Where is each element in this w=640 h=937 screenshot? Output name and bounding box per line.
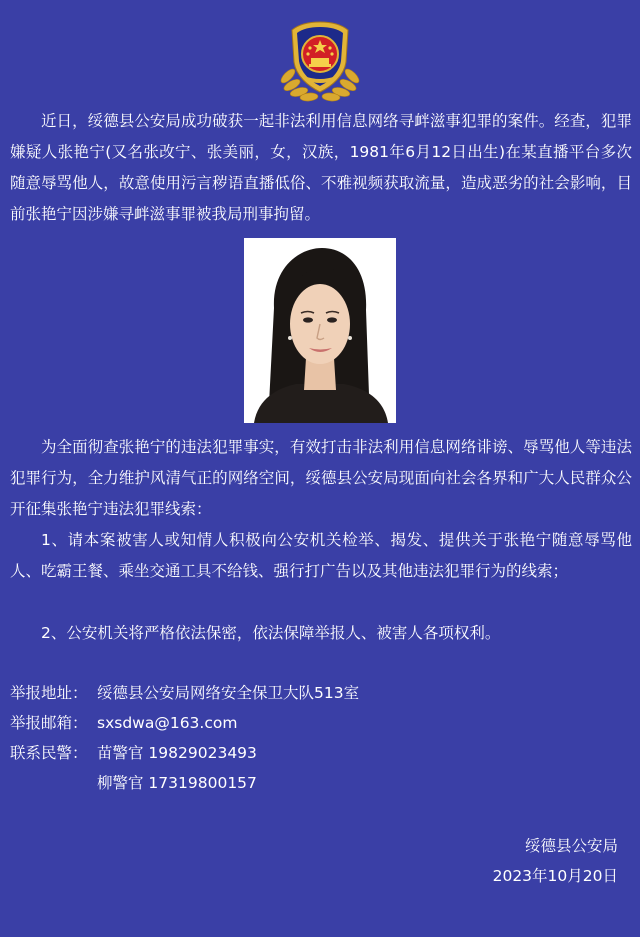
clue-item-1: 1、请本案被害人或知情人积极向公安机关检举、揭发、提供关于张艳宁随意辱骂他人、吃霸王餐、乘坐交通工具不给钱、强行打广告以及其他违法犯罪行为的线索； bbox=[10, 531, 632, 580]
clue-item-2: 2、公安机关将严格依法保密，依法保障举报人、被害人各项权利。 bbox=[41, 624, 501, 642]
report-address-value: 绥德县公安局网络安全保卫大队513室 bbox=[97, 684, 360, 702]
suspect-photo bbox=[244, 238, 396, 423]
contact-police bbox=[10, 743, 257, 763]
report-address-label: 举报地址： bbox=[10, 684, 88, 702]
intro-paragraph: 近日，绥德县公安局成功破获一起非法利用信息网络寻衅滋事犯罪的案件。经查，犯罪嫌疑人张艳宁(又名张改宁、张美丽，女，汉族，1981年6月12日出生)在某直播平台多次随意辱骂他人，故意使用污言秽语直播低俗、不雅视频获取流量，造成恶劣的社会影响，目前张艳宁因涉嫌寻衅滋事罪被我局刑事拘留。 bbox=[10, 112, 632, 223]
report-address bbox=[10, 683, 359, 703]
police-emblem-icon bbox=[278, 18, 362, 104]
officer-1: 苗警官 19829023493 bbox=[97, 744, 257, 762]
signature-date: 2023年10月20日 bbox=[492, 867, 618, 885]
appeal-paragraph: 为全面彻查张艳宁的违法犯罪事实，有效打击非法利用信息网络诽谤、辱骂他人等违法犯罪行为，全力维护风清气正的网络空间，绥德县公安局现面向社会各界和广大人民群众公开征集张艳宁违法犯罪线索： bbox=[10, 438, 632, 518]
contact-police-label: 联系民警： bbox=[10, 744, 88, 762]
report-email-label: 举报邮箱： bbox=[10, 714, 88, 732]
signature-org: 绥德县公安局 bbox=[524, 837, 618, 855]
officer-2: 柳警官 17319800157 bbox=[97, 774, 257, 792]
report-email-value: sxsdwa@163.com bbox=[97, 714, 238, 732]
report-email bbox=[10, 713, 237, 733]
